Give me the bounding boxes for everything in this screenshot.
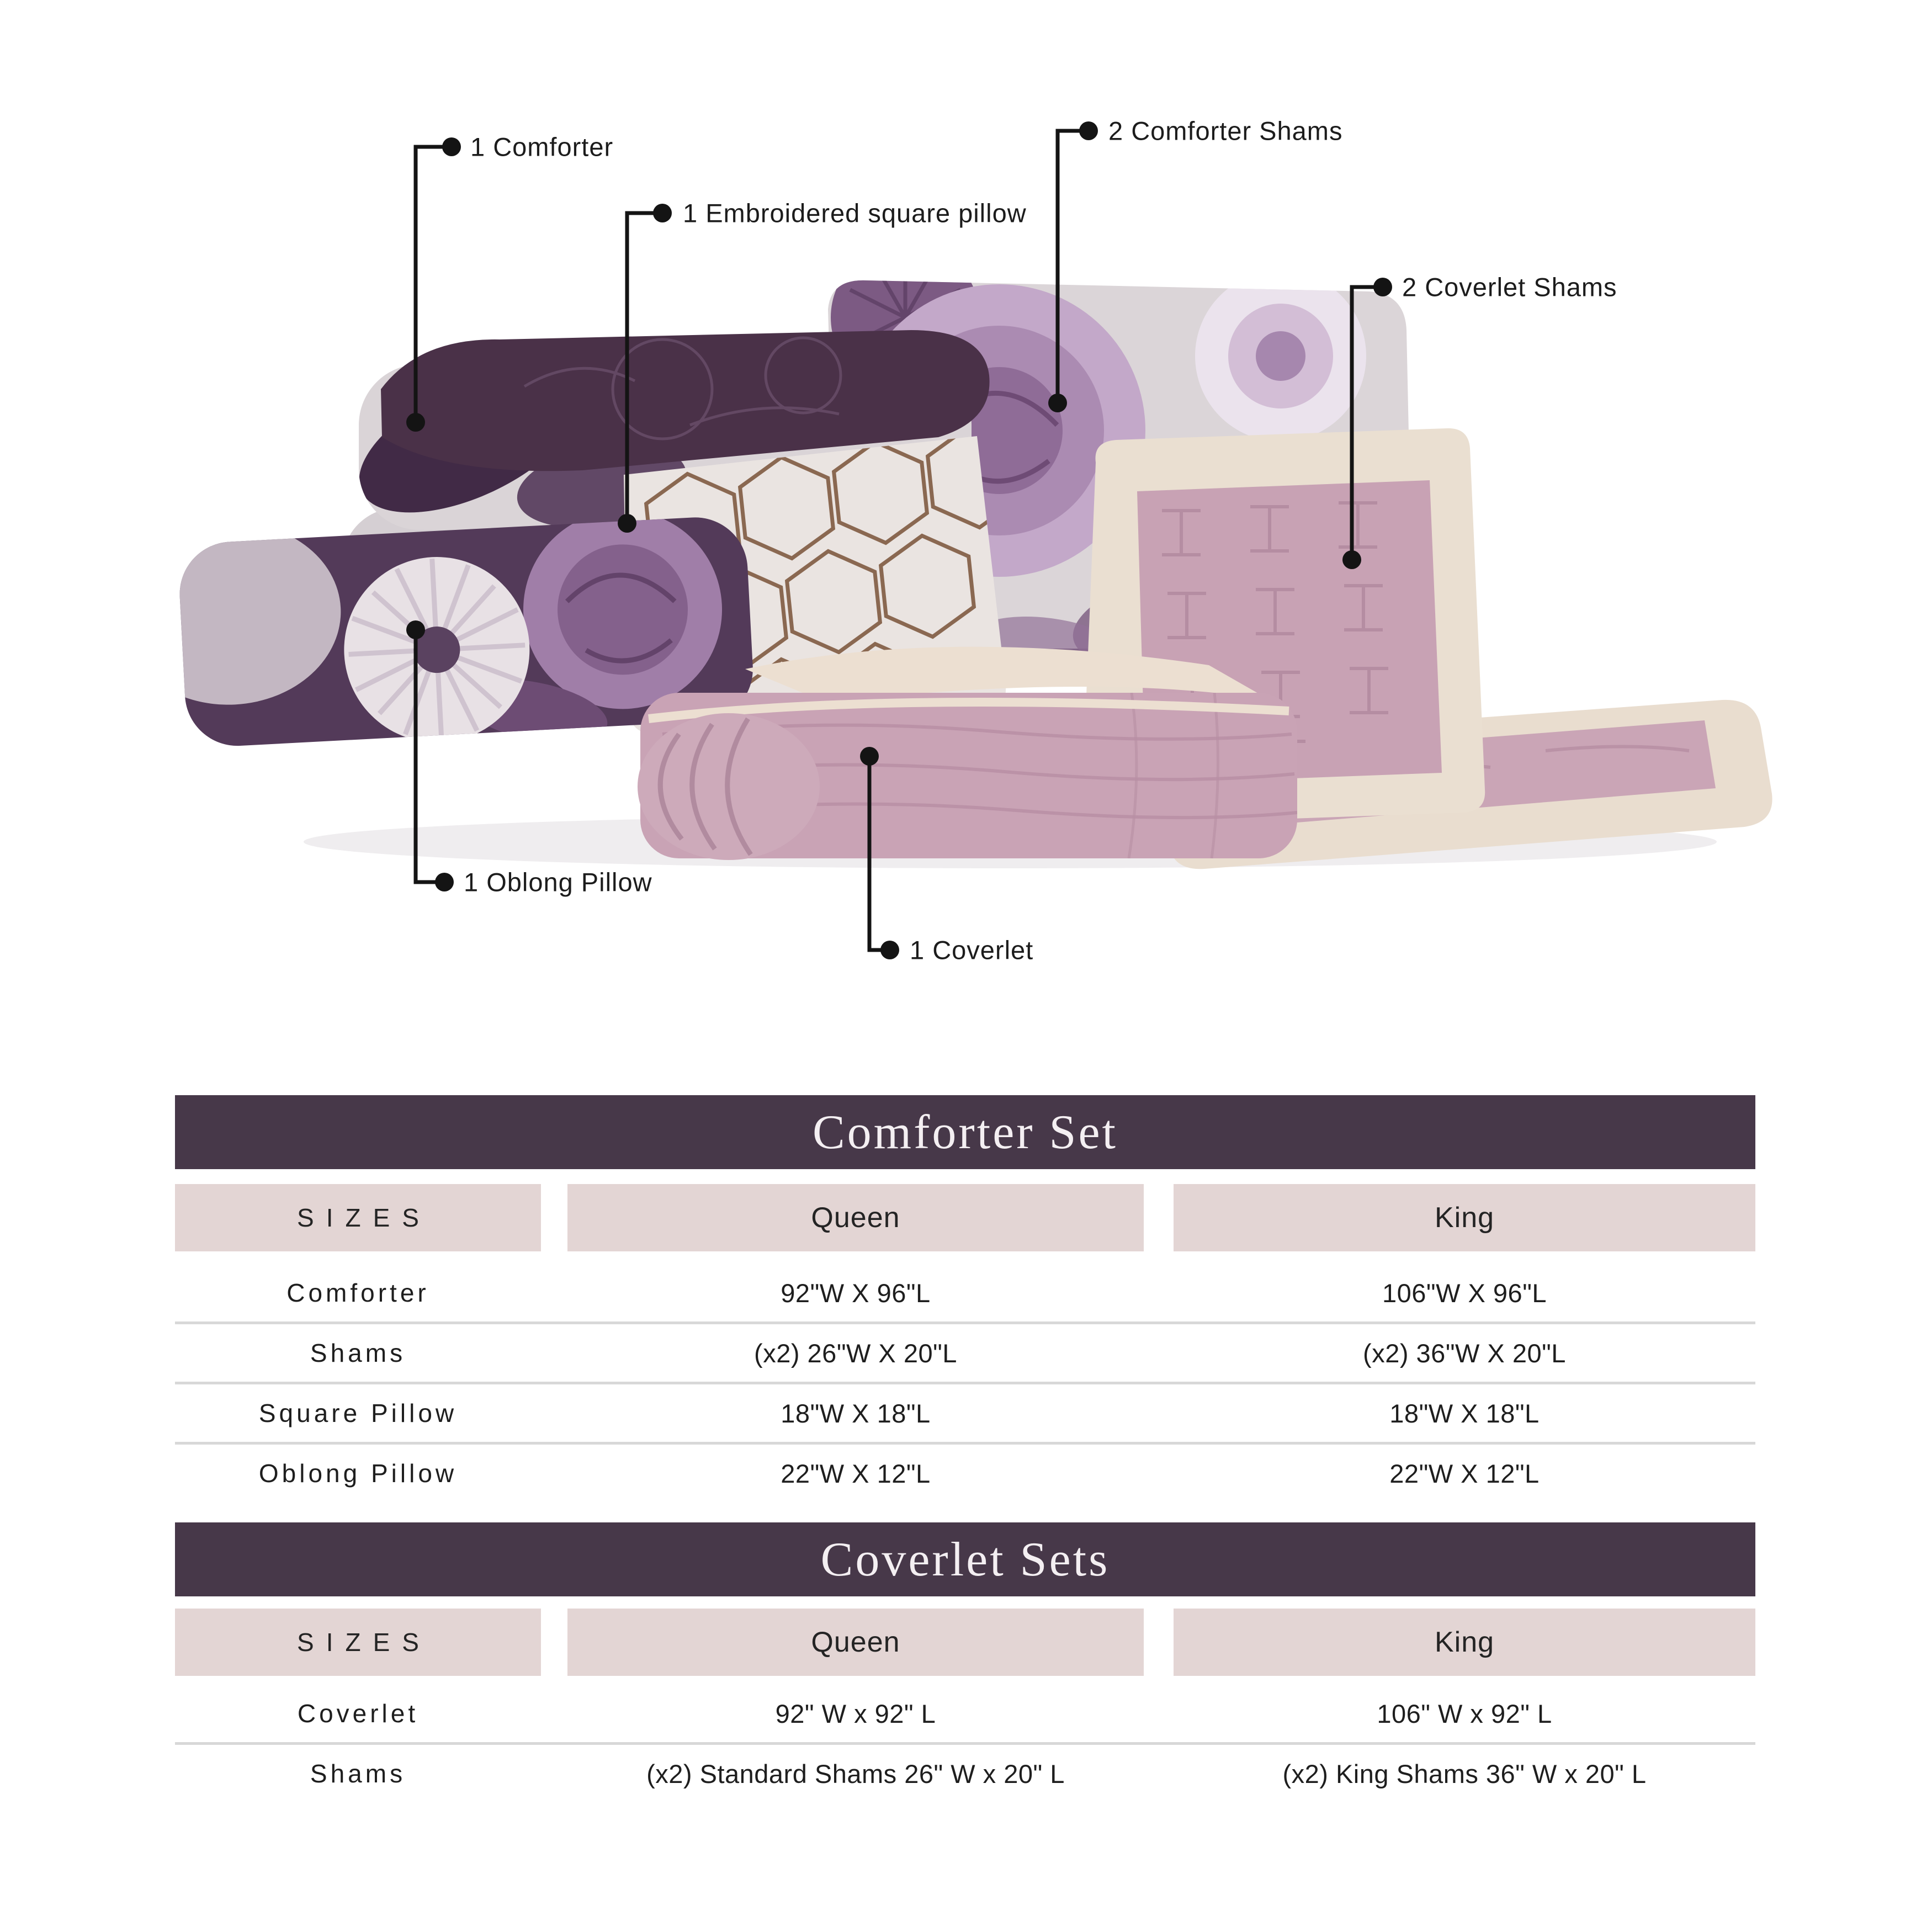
row-label: Oblong Pillow [258, 1459, 458, 1488]
column-header-sizes: SIZES [175, 1609, 541, 1676]
coverlet-sets-rows [175, 1676, 1755, 1802]
table-row-shams [175, 1324, 1755, 1382]
queen-value: 92"W X 96"L [781, 1278, 931, 1308]
king-value: 22"W X 12"L [1389, 1458, 1540, 1488]
coverlet-sets-title: Coverlet Sets [175, 1522, 1755, 1596]
comforter-set-title: Comforter Set [175, 1095, 1755, 1169]
queen-value: (x2) 26"W X 20"L [754, 1338, 957, 1368]
queen-value: (x2) Standard Shams 26" W x 20" L [646, 1759, 1065, 1788]
column-header-sizes: SIZES [175, 1184, 541, 1251]
queen-value: 22"W X 12"L [781, 1458, 931, 1488]
table-row-coverlet [175, 1685, 1755, 1742]
callout-dot [880, 941, 899, 959]
column-header-king: King [1174, 1184, 1755, 1251]
callout-dot [435, 873, 454, 891]
callout-dot [1048, 394, 1067, 412]
king-value: 106" W x 92" L [1377, 1699, 1552, 1728]
table-row-comforter [175, 1264, 1755, 1321]
callout-dot [406, 413, 425, 432]
row-label: Comforter [286, 1278, 429, 1307]
callout-dot [1342, 550, 1361, 569]
king-value: 18"W X 18"L [1389, 1398, 1540, 1428]
callout-label-comforter: 1 Comforter [470, 132, 614, 162]
table-row-square-pillow [175, 1384, 1755, 1442]
coverlet-sets-table [175, 1522, 1755, 1802]
callout-dot [1079, 121, 1098, 140]
row-label: Square Pillow [258, 1399, 458, 1427]
comforter-set-table [175, 1095, 1755, 1502]
callout-label-oblong-pillow: 1 Oblong Pillow [464, 867, 652, 897]
callout-label-coverlet: 1 Coverlet [910, 935, 1034, 965]
king-value: (x2) 36"W X 20"L [1363, 1338, 1566, 1368]
queen-value: 92" W x 92" L [775, 1699, 936, 1728]
row-label: Shams [310, 1759, 406, 1788]
column-header-queen: Queen [567, 1184, 1144, 1251]
table-row-shams [175, 1745, 1755, 1802]
callout-label-square-pillow: 1 Embroidered square pillow [683, 198, 1027, 228]
table-row-oblong-pillow [175, 1445, 1755, 1502]
callout-dot [618, 514, 636, 533]
row-label: Shams [310, 1339, 406, 1367]
comforter-set-rows [175, 1251, 1755, 1502]
callout-dot [1373, 278, 1392, 296]
comforter-set-column-headers [175, 1184, 1755, 1251]
callout-dot [653, 204, 672, 222]
callout-dot [406, 620, 425, 639]
row-label: Coverlet [297, 1699, 419, 1728]
queen-value: 18"W X 18"L [781, 1398, 931, 1428]
coverlet-sets-column-headers [175, 1609, 1755, 1676]
callout-dot [860, 747, 879, 766]
callout-label-comforter-shams: 2 Comforter Shams [1108, 116, 1343, 146]
king-value: (x2) King Shams 36" W x 20" L [1282, 1759, 1647, 1788]
king-value: 106"W X 96"L [1382, 1278, 1547, 1308]
column-header-king: King [1174, 1609, 1755, 1676]
column-header-queen: Queen [567, 1609, 1144, 1676]
callout-label-coverlet-shams: 2 Coverlet Shams [1402, 272, 1617, 302]
callout-dot [442, 137, 461, 156]
